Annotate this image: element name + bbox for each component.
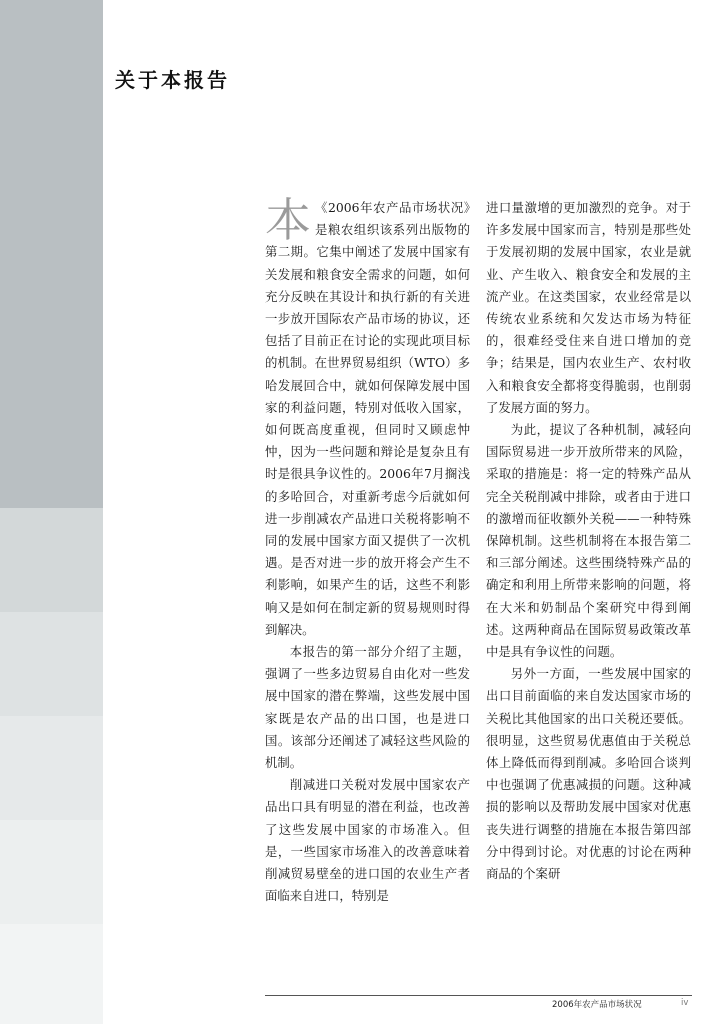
paragraph-3: 削减进口关税对发展中国家农产品出口具有明显的潜在利益，也改善了这些发展中国家的市场准入。但是，一些国家市场准入的改善意味着削减贸易壁垒的进口国的农业生产者面临来自进口，特别是 <box>265 777 470 904</box>
paragraph-2: 本报告的第一部分介绍了主题，强调了一些多边贸易自由化对一些发展中国家的潜在弊端，这些发展中国家既是农产品的出口国，也是进口国。该部分还阐述了减轻这些风险的机制。 <box>265 644 470 771</box>
sidebar-band-6 <box>0 924 103 1024</box>
footer-divider <box>265 995 692 996</box>
paragraph-3-continued: 进口量激增的更加激烈的竞争。对于许多发展中国家而言，特别是那些处于发展初期的发展中国家，农业是就业、产生收入、粮食安全和发展的主流产业。在这类国家，农业经常是以传统农业系统和欠发达市场为特征的，很难经受住来自进口增加的竞争；结果是，国内农业生产、农村收入和粮食安全都将变得脆弱，也削弱了发展方面的努力。 <box>486 200 691 415</box>
right-column <box>486 197 691 885</box>
sidebar-color-band <box>0 0 103 1024</box>
paragraph-5: 另外一方面，一些发展中国家的出口目前面临的来自发达国家市场的关税比其他国家的出口关税还要低。很明显，这些贸易优惠值由于关税总体上降低而得到削减。多哈回合谈判中也强调了优惠减损的问题。这种减损的影响以及帮助发展中国家对优惠丧失进行调整的措施在本报告第四部分中得到讨论。对优惠的讨论在两种商品的个案研 <box>486 666 691 882</box>
sidebar-band-4 <box>0 716 103 820</box>
sidebar-band-3 <box>0 612 103 716</box>
sidebar-band-1 <box>0 0 103 508</box>
paragraph-1-text: 《2006年农产品市场状况》是粮农组织该系列出版物的第二期。它集中阐述了发展中国家有关发展和粮食安全需求的问题，如何充分反映在其设计和执行新的有关进一步放开国际农产品市场的协议，还包括了目前正在讨论的实现此项目标的机制。在世界贸易组织（WTO）多哈发展回合中，就如何保障发展中国家的利益问题，特别对低收入国家，如何既高度重视，但同时又顾虑忡忡，因为一些问题和辩论是复杂且有时是很具争议性的。2006年7月搁浅的多哈回合，对重新考虑今后就如何进一步削减农产品进口关税将影响不同的发展中国家方面又提供了一次机遇。是否对进一步的放开将会产生不利影响，如果产生的话，这些不利影响又是如何在制定新的贸易规则时得到解决。 <box>265 200 470 637</box>
left-column <box>265 193 470 908</box>
sidebar-band-5 <box>0 820 103 924</box>
page-title: 关于本报告 <box>115 68 230 92</box>
footer-publication-title: 2006年农产品市场状况 <box>552 1000 642 1010</box>
footer-page-number: iv <box>681 998 689 1008</box>
paragraph-1 <box>265 193 470 641</box>
sidebar-band-2 <box>0 508 103 612</box>
paragraph-4: 为此，提议了各种机制，减轻向国际贸易进一步开放所带来的风险，采取的措施是：将一定的特殊产品从完全关税削减中排除，或者由于进口的激增而征收额外关税——一种特殊保障机制。这些机制将在本报告第二和三部分阐述。这些围绕特殊产品的确定和利用上所带来影响的问题，将在大米和奶制品个案研究中得到阐述。这两种商品在国际贸易政策改革中是具有争议性的问题。 <box>486 422 691 660</box>
drop-cap: 本 <box>265 193 311 247</box>
